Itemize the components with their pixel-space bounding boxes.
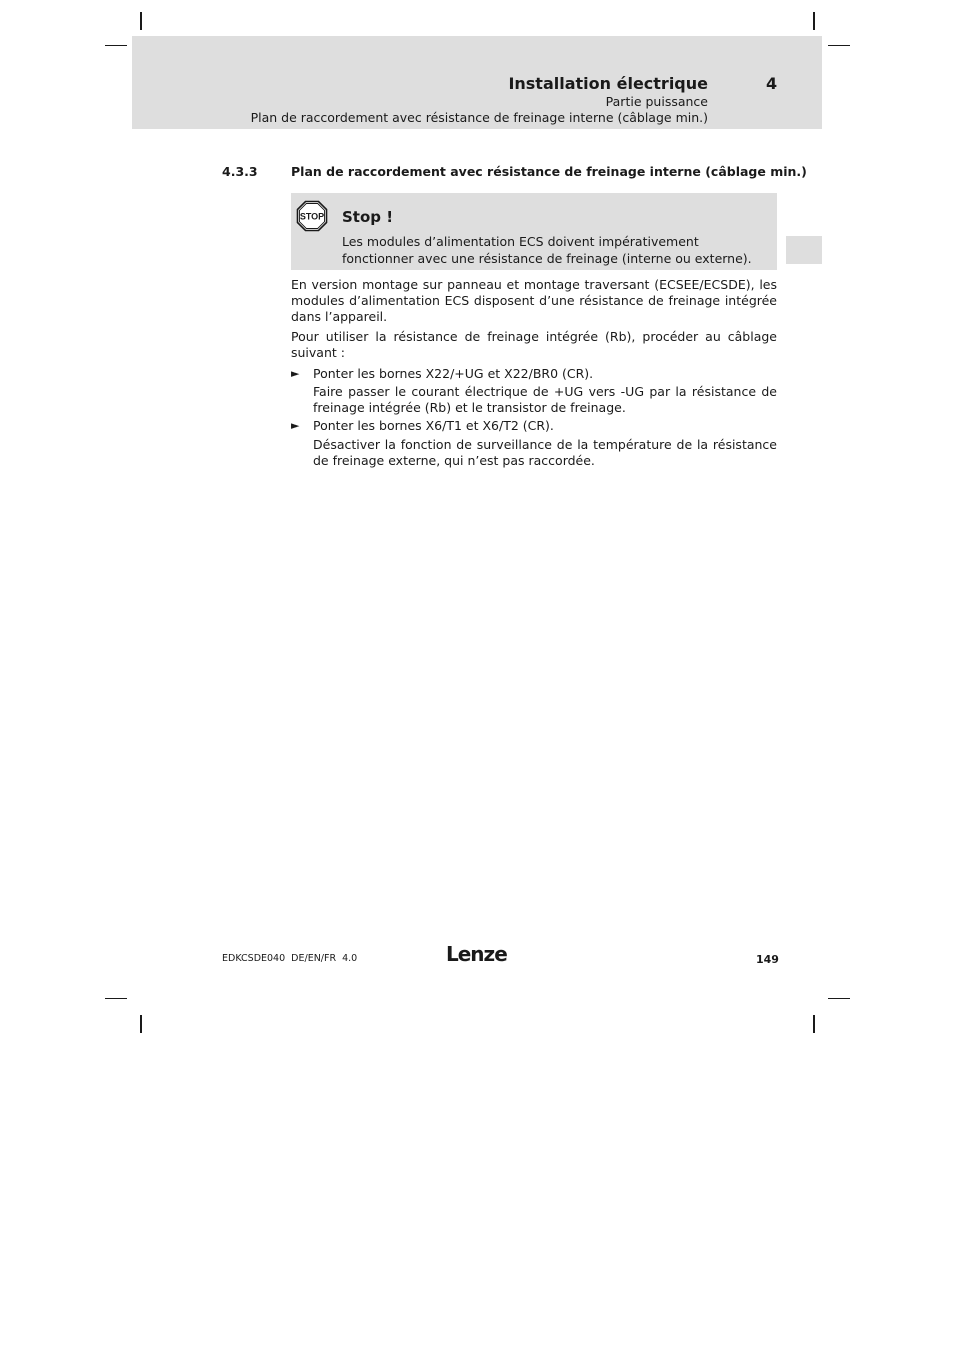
- crop-mark: [828, 998, 850, 999]
- body-paragraph: En version montage sur panneau et montage traversant (ECSEE/ECSDE), les modules d’alimentation ECS disposent d’une résistance de freinage intégrée dans l’appareil.: [291, 277, 777, 324]
- stop-note-text: Les modules d’alimentation ECS doivent impérativement fonctionner avec une résistance de freinage (interne ou externe).: [342, 234, 752, 266]
- stop-sign-icon: [296, 200, 328, 232]
- svg-text:STOP: STOP: [299, 211, 325, 222]
- step-action: Ponter les bornes X22/+UG et X22/BR0 (CR).: [313, 366, 594, 381]
- crop-mark: [105, 45, 127, 46]
- crop-mark: [140, 1015, 142, 1033]
- heading-number: 4.3.3: [222, 164, 258, 179]
- chapter-side-tab: [786, 236, 822, 264]
- bullet-arrow-icon: ►: [291, 419, 300, 432]
- crop-mark: [140, 12, 142, 30]
- step-detail: Désactiver la fonction de surveillance de la température de la résistance de freinage externe, qui n’est pas raccordée.: [313, 437, 777, 468]
- crop-mark: [813, 1015, 815, 1033]
- subsection-title: Plan de raccordement avec résistance de freinage interne (câblage min.): [250, 110, 708, 125]
- stop-note-title: Stop !: [342, 208, 394, 226]
- crop-mark: [813, 12, 815, 30]
- crop-mark: [828, 45, 850, 46]
- bullet-arrow-icon: ►: [291, 367, 300, 380]
- chapter-number: 4: [766, 74, 778, 93]
- step-detail: Faire passer le courant électrique de +UG vers -UG par la résistance de freinage intégrée (Rb) et le transistor de freinage.: [313, 384, 777, 415]
- heading-title: Plan de raccordement avec résistance de freinage interne (câblage min.): [291, 164, 807, 179]
- body-paragraph: Pour utiliser la résistance de freinage intégrée (Rb), procéder au câblage suivant :: [291, 329, 777, 360]
- footer-document-id: EDKCSDE040 DE/EN/FR 4.0: [222, 953, 358, 964]
- lenze-logo: Lenze: [446, 942, 507, 966]
- section-title: Partie puissance: [605, 94, 708, 109]
- chapter-title: Installation électrique: [508, 74, 708, 93]
- page-number: 149: [756, 953, 779, 966]
- crop-mark: [105, 998, 127, 999]
- step-action: Ponter les bornes X6/T1 et X6/T2 (CR).: [313, 418, 554, 433]
